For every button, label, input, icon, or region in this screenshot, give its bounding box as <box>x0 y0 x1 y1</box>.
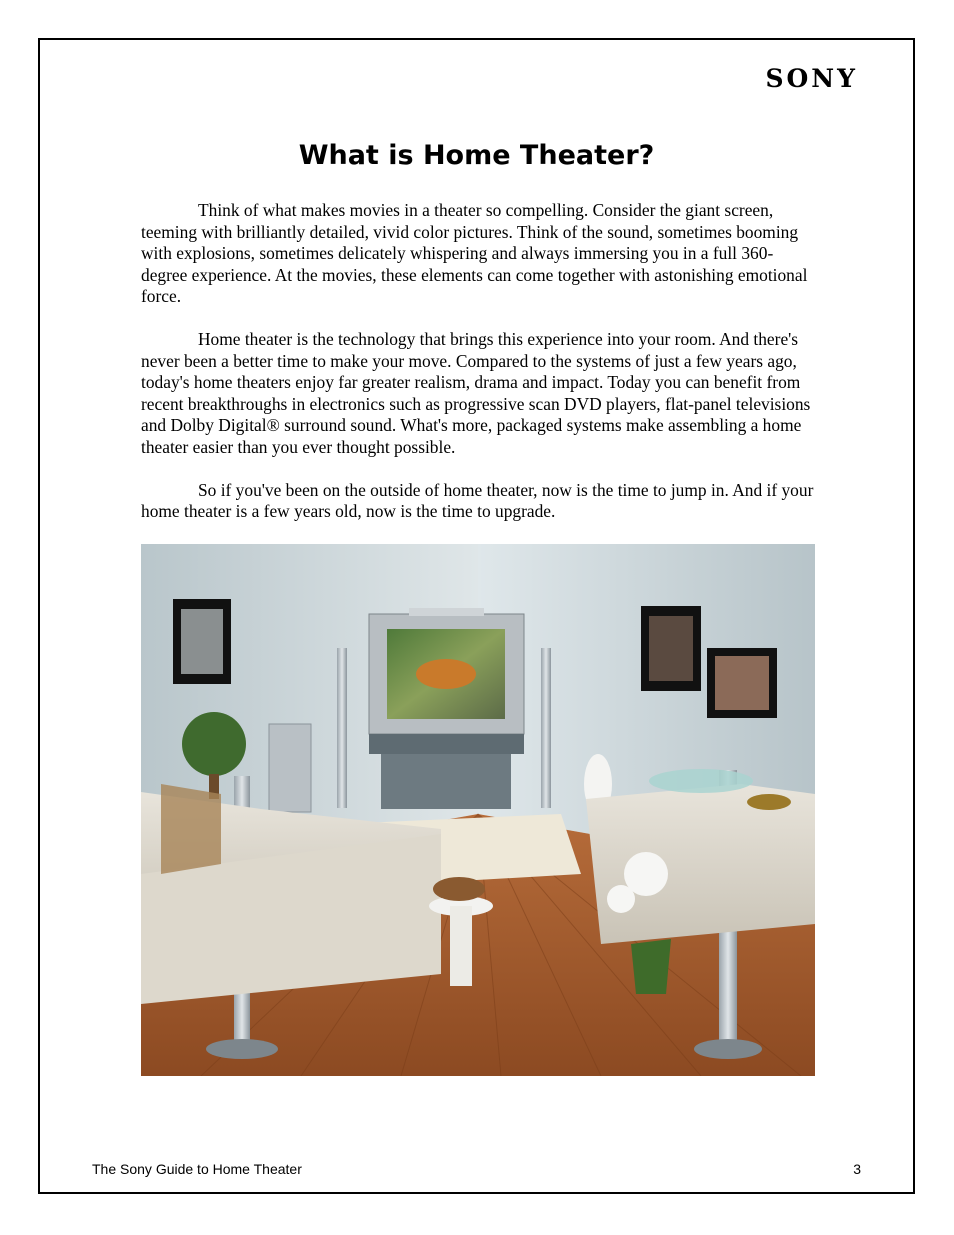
page-frame <box>38 38 915 1194</box>
paragraph-2: Home theater is the technology that brings this experience into your room. And there's never been a better time to make your move. Compared to the systems of just a few years ago, today's home theaters enjoy far greater realism, drama and impact. Today you can benefit from recent breakthroughs in electronics such as progressive scan DVD players, flat-panel televisions and Dolby Digital® surround sound. What's more, packaged systems make assembling a home theater easier than you ever thought possible. <box>141 329 811 457</box>
paragraph-1: Think of what makes movies in a theater so compelling. Consider the giant screen, teeming with brilliantly detailed, vivid color pictures. Think of the sound, sometimes booming with explosions, sometimes delicately whispering and always immersing you in a full 360-degree experience. At the movies, these elements can come together with astonishing emotional force. <box>141 200 808 306</box>
paragraph-3: So if you've been on the outside of home theater, now is the time to jump in. And if your home theater is a few years old, now is the time to upgrade. <box>141 479 814 521</box>
footer-document-title: The Sony Guide to Home Theater <box>92 1161 302 1177</box>
page-title: What is Home Theater? <box>298 140 655 171</box>
body-text <box>141 200 816 544</box>
sony-logo: SONY <box>765 64 858 93</box>
footer-page-number: 3 <box>853 1161 861 1177</box>
home-theater-room-photo <box>141 544 815 1076</box>
